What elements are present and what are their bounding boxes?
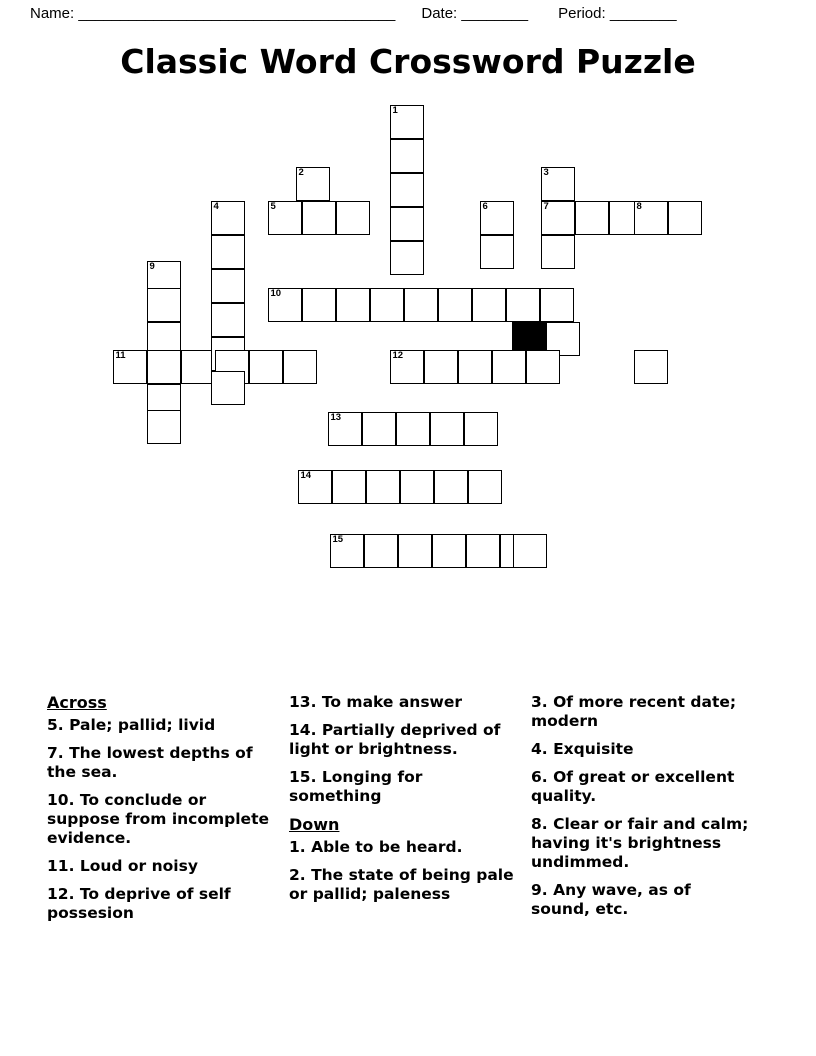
- clues-section: [0, 693, 816, 993]
- grid-cell[interactable]: [390, 350, 424, 384]
- grid-cell[interactable]: [513, 534, 547, 568]
- grid-cell-number: 7: [543, 201, 549, 212]
- grid-cell[interactable]: [211, 269, 245, 303]
- name-field-label: Name: ______________________________________: [30, 4, 396, 22]
- grid-cell[interactable]: [480, 201, 514, 235]
- clue-down-1: 1. Able to be heard.: [289, 838, 463, 856]
- grid-cell[interactable]: [390, 241, 424, 275]
- grid-cell[interactable]: [480, 235, 514, 269]
- clue-across-15: 15. Longing for something: [289, 768, 423, 805]
- grid-cell[interactable]: [362, 412, 396, 446]
- grid-cell[interactable]: [541, 201, 575, 235]
- grid-cell[interactable]: [370, 288, 404, 322]
- grid-cell[interactable]: [438, 288, 472, 322]
- grid-cell[interactable]: [364, 534, 398, 568]
- grid-cell[interactable]: [211, 201, 245, 235]
- clue-across-13: 13. To make answer: [289, 693, 463, 711]
- grid-cell[interactable]: [634, 350, 668, 384]
- grid-cell-number: 2: [298, 167, 304, 178]
- grid-cell[interactable]: [472, 288, 506, 322]
- grid-cell[interactable]: [296, 167, 330, 201]
- clue-down-6: 6. Of great or excellent quality.: [531, 768, 735, 805]
- grid-cell[interactable]: [268, 201, 302, 235]
- clue-down-2: 2. The state of being pale or pallid; paleness: [289, 866, 514, 903]
- grid-cell[interactable]: [492, 350, 526, 384]
- grid-cell[interactable]: [302, 288, 336, 322]
- grid-cell[interactable]: [506, 288, 540, 322]
- worksheet-header: [0, 0, 816, 26]
- date-field-label: Date: ________: [421, 4, 529, 22]
- grid-cell[interactable]: [113, 350, 147, 384]
- grid-cell[interactable]: [540, 288, 574, 322]
- grid-cell[interactable]: [330, 534, 364, 568]
- grid-cell[interactable]: [328, 412, 362, 446]
- grid-cell[interactable]: [468, 470, 502, 504]
- page-title: Classic Word Crossword Puzzle: [120, 42, 696, 81]
- grid-cell-number: 4: [213, 201, 219, 212]
- grid-cell[interactable]: [541, 235, 575, 269]
- grid-cell-number: 1: [392, 105, 398, 116]
- grid-cell[interactable]: [249, 350, 283, 384]
- clue-across-10: 10. To conclude or suppose from incomplete evidence.: [47, 791, 269, 847]
- grid-cell-number: 12: [392, 350, 404, 361]
- clues-column-2: [289, 693, 514, 913]
- grid-cell[interactable]: [458, 350, 492, 384]
- grid-cell-number: 5: [270, 201, 276, 212]
- grid-cell[interactable]: [432, 534, 466, 568]
- grid-cell[interactable]: [430, 412, 464, 446]
- clue-down-9: 9. Any wave, as of sound, etc.: [531, 881, 691, 918]
- grid-cell[interactable]: [147, 350, 181, 384]
- grid-cell[interactable]: [404, 288, 438, 322]
- clue-across-14: 14. Partially deprived of light or brightness.: [289, 721, 501, 758]
- grid-cell[interactable]: [390, 173, 424, 207]
- grid-cell[interactable]: [424, 350, 458, 384]
- grid-cell-number: 8: [636, 201, 642, 212]
- grid-cell-number: 3: [543, 167, 549, 178]
- grid-cell[interactable]: [268, 288, 302, 322]
- grid-cell[interactable]: [526, 350, 560, 384]
- grid-cell[interactable]: [283, 350, 317, 384]
- crossword-grid: [0, 105, 816, 585]
- grid-cell[interactable]: [336, 288, 370, 322]
- grid-cell[interactable]: [211, 303, 245, 337]
- grid-cell[interactable]: [634, 201, 668, 235]
- clue-across-12: 12. To deprive of self possesion: [47, 885, 231, 922]
- grid-cell[interactable]: [147, 410, 181, 444]
- grid-cell[interactable]: [390, 105, 424, 139]
- grid-cell[interactable]: [211, 371, 245, 405]
- grid-cell-number: 6: [482, 201, 488, 212]
- grid-cell[interactable]: [400, 470, 434, 504]
- grid-cell[interactable]: [366, 470, 400, 504]
- grid-cell[interactable]: [668, 201, 702, 235]
- grid-cell[interactable]: [396, 412, 430, 446]
- grid-cell[interactable]: [298, 470, 332, 504]
- grid-cell[interactable]: [575, 201, 609, 235]
- grid-cell[interactable]: [464, 412, 498, 446]
- clue-down-8: 8. Clear or fair and calm; having it's brightness undimmed.: [531, 815, 749, 871]
- grid-cell[interactable]: [434, 470, 468, 504]
- grid-cell[interactable]: [211, 235, 245, 269]
- clues-column-1: [47, 693, 277, 932]
- clue-across-5: 5. Pale; pallid; livid: [47, 716, 216, 734]
- clue-down-4: 4. Exquisite: [531, 740, 634, 758]
- grid-cell[interactable]: [466, 534, 500, 568]
- grid-cell[interactable]: [336, 201, 370, 235]
- grid-cell[interactable]: [302, 201, 336, 235]
- grid-cell-number: 10: [270, 288, 282, 299]
- clue-down-3: 3. Of more recent date; modern: [531, 693, 737, 730]
- across-heading: Across: [47, 693, 107, 712]
- clues-column-3: [531, 693, 753, 928]
- grid-cell[interactable]: [332, 470, 366, 504]
- grid-cell-number: 14: [300, 470, 312, 481]
- clue-across-7: 7. The lowest depths of the sea.: [47, 744, 253, 781]
- grid-cell-number: 15: [332, 534, 344, 545]
- grid-cell-number: 9: [149, 261, 155, 272]
- grid-cell[interactable]: [541, 167, 575, 201]
- grid-cell[interactable]: [147, 288, 181, 322]
- grid-cell[interactable]: [181, 350, 215, 384]
- grid-cell[interactable]: [390, 139, 424, 173]
- grid-cell-number: 13: [330, 412, 342, 423]
- down-heading: Down: [289, 815, 340, 834]
- grid-cell-number: 11: [115, 350, 126, 361]
- clue-across-11: 11. Loud or noisy: [47, 857, 198, 875]
- period-field-label: Period: ________: [558, 4, 677, 22]
- grid-cell[interactable]: [398, 534, 432, 568]
- grid-cell[interactable]: [390, 207, 424, 241]
